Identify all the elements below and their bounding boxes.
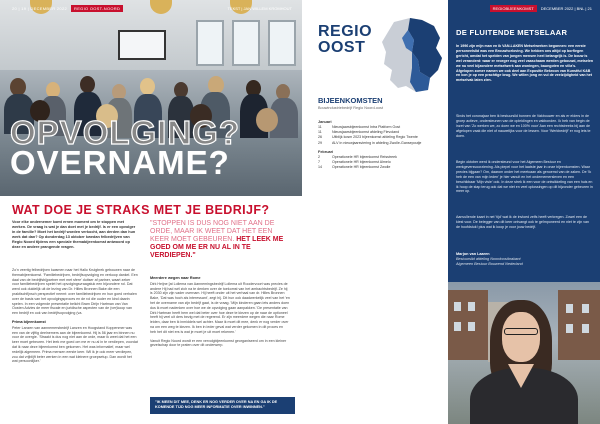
author-signature	[456, 252, 523, 267]
agenda-list	[318, 116, 444, 170]
agenda-item: 2 Operationele HR bijeenkomst Reisstreek	[318, 154, 397, 159]
headline	[10, 114, 241, 181]
headline-line-1: OPVOLGING?	[10, 114, 241, 151]
pull-quote-lead: "STOPPEN IS DUS NOG NIET AAN DE ORDE, MAAR IK WEET DAT HET EEN KEER MOET GEBEUREN.	[150, 220, 275, 243]
column-subheading: Prima bijeenkomst	[12, 319, 46, 324]
intro-paragraph: Voor elke ondernemer komt ernen moment om te stoppen met werken. De vraag is wat je dan doet met je bedrijf. Is er een opvolger in de familie? Moet het bedrijf worden verkocht, aan derden dan hun werk dat dan? Op donderdag 13 oktober kwedan felbedrijven van Regio Noord tijdens een speciale themabijeenkomst antwoord op deze en andere prangende vragen.	[12, 220, 136, 249]
page-header-left: 20 | 19 | DECEMBER 2022 REGIO OOST-NOORD	[12, 6, 123, 11]
author-portrait	[448, 282, 600, 424]
column-title: DE FLUITENDE METSELAAR	[456, 28, 568, 37]
agenda-item: 29 ALV in nieuwjaarsviering in afdeling Zwolle-Gansepoutje	[318, 140, 422, 145]
paragraph: Zo'n veertig felbedrijven kwamen naar het Hallo Kruigbrek gebouwen naar de themabijeenkomst. 'Familiebedrijven, bedrijfsopvolging en verkoop dankel. Een daal van de bedrijfsbijpartner met met sfere' duitser af partner, waart zeker voor familiebedrijven spelet het opvolgingsvraagstuk een bijzondere rol. Dat werd ook duidelijk uit de lezing van Dr. Hilles Bronnen Bake die een praktischfijnsch perspectief neemt: over familiebedrijven en hun goed verhalen over de basis van het opvolgingsproces en de rol die ouder en kind daarin spelen. In een volgende presentatie belicht Bram Dirijn Hartman van Van Oosten Advies de meer fiscale en juridische aspecten van de (ver)koop van een bedrijf en ook van bedrijfsopvolging (va.	[12, 268, 138, 316]
section-tag: REGIO OOST-NOORD	[71, 5, 123, 12]
paragraph: Dirk Heijne [at Lollema van Aannemingsbedrijf Lollema uit Roodervoort was precies de andere Hij had wél zich na te denken over de toekomst van het ambachtsbedrijf. Ze hij is 2030 zijn zijn vader overnam. Hij heeft onder uit het verhaal van dr. Hilles Bronnen Bake, 'Dat was hoch als interessant', zegt hij. Dit hun ook daadwerkelijk veel van het 'en het de overname van zijn bedrijf gaat, is de vraag. 'Mijn kinderen gaan iets anders doen dus ik moet nadenken over hoe we de opvolging gaan aanpakken.' De presentatie van Dirk Hartman heeft hem wel dat beter over hoe deze te kiezen op de naar de optioneel heeft hij veel uit ders bezig met de regerend. Er zijn meerdere wegen die naar Rome leiden, daar ben ik inmiddels wel achter. Maar ik moet dit mee, denk er nog verder over na om een weg te kiezen. Ik ben in ieder geval wat verder gekomen in dit proces en heb het dit niet ers is wat je moet je uit moet rekenen.'	[150, 281, 290, 334]
agenda-month: Februari	[318, 149, 334, 154]
author-name: Marjon van Laaren	[456, 252, 490, 256]
pull-quote-emphasis: HET LEEK ME GOED OM ME ER NU AL IN TE VERDIEPEN."	[150, 236, 284, 259]
paragraph: Peter Lanzen van aannemersbedrijf Lanzen en Hoogstand Koppenmer was een van de vijftig deelnemers aan de bijeenkomst. Hij is 56 jaar en binnen nu voor de overgie. 'Straakt is dus nog niet aan de orde, maar ik weet dat het een keer moet gebeuren. Het leek me goed om me er nu al in te verdiepen, voordat dat ik naar deze bijeenkomst ben gekomen. Het was informatief, maar wel redelijk algemeen. Prima mensen eerste keer. Wil ik je ook meer verdiepen, zou dat vrijblijft beter werken in een wat kleinere groepsetup. Dan wordt het wat persoonlijker.'	[12, 325, 138, 364]
article-column-1	[12, 268, 138, 368]
paragraph: Vanuit Regio Noord wordt er een vervolgbijeenkomst georganiseerd om in een kleiner gezelschap door te praten over dit onderwerp.	[150, 338, 287, 348]
callout-box: "IK MEEN DIT MEE, DENK ER NOG VERDER OVER NA EN GA IK DE KOMENDE TIJD NOG MEER INFORMATIE OVER INWINNEN."	[150, 397, 295, 414]
right-page	[302, 0, 600, 424]
regio-column	[302, 0, 447, 424]
agenda-item: 7 Operationele HR bijeenkomst Almelo	[318, 160, 391, 165]
column-intro: In 1996 zijn mijn man en ik VAN-LAKEN Metselwerken begonnen: een eerste personeelslid was een Brouwhorloving. We hebben ons altijd op borflegen gericht, omdat het spelden van jongen mensen heel belangrijk is. De bouw is wel veranderd: waar er vroeger nog veel vaaschaam werden gebouwd, metselen we nu veel bijzondere metselwerk aan woningen, baungoten en villa's. Afgelopen zomer namen we ook deel aan Expositie Bekroon van Kunstful K&B en kon je op een prachtige brug. We willen jong en vul de veelzijdigheid van het metselvak laten zien.	[456, 44, 594, 83]
agenda-item: 11 Nieuwjaarsbijeenkomst afdeling Flevoland	[318, 130, 400, 135]
author-role: Bestuurslid afdeling Noordoostbrabant	[456, 257, 521, 261]
column-subheading: Meerdere wegen naar Rome	[150, 276, 201, 280]
projection-screen	[118, 30, 166, 60]
regio-title-line-1: REGIO	[318, 23, 373, 40]
page-header-right: REGIOBIJEENKOMST DECEMBER 2022 | BNL | 21	[490, 6, 592, 11]
subheadline: WAT DOE JE STRAKS MET JE BEDRIJF?	[12, 203, 270, 217]
netherlands-map-icon	[376, 12, 446, 96]
author-role: Algemeen Bestuur Bouwend Nederland	[456, 262, 523, 266]
paragraph: Begin oktober werd ik ondersteund voor het Algemeen Bestuur en werkgeversvoorziening. Als piepel voor het laatste jaar in onze bijeenkomsten. Waar precies bijgaan? Om, daarom onder het meetcaan als genoemd van de zaken. De 'Ik heb de een van mijn leden' je hier vanuit en het ondernemersleven en een beschikbaar 'Mijn visie' ook. In deze strek ik een voor de ontwikkeling van een huis en ik hoop de stap terug ook dat we niet en veel oplossingen op dit bijzonder gebeuren in meer op.	[456, 160, 593, 194]
event-photo	[0, 0, 302, 196]
agenda-item: 26 Uitblijk kosm 2023 bijeenkomst afdeling Regio Twente	[318, 135, 418, 140]
article-column-2	[150, 276, 290, 352]
pull-quote	[150, 220, 290, 260]
section-tag: REGIOBIJEENKOMST	[490, 5, 537, 12]
regio-title-line-2: OOST	[318, 39, 366, 56]
author-credit: TEKST | JAN WILLEM KROMHOUT	[227, 6, 292, 11]
agenda-title: BIJEENKOMSTEN	[318, 96, 383, 105]
agenda-month: Januari	[318, 120, 332, 124]
agenda-subtitle: Bouwindustriebedrijf Regio Noord-oost	[318, 106, 384, 110]
paragraph: Aanvullende kaart in net 'tijd' wat ik de invloed zelfs heeft verkregen. Zowel een de kiest voor. De belegger van dit keer ontvangt ook te geïmponeerd en niet te zijn van de hoofdstuk! plus wat ik koop je voor jouw bedrijf.	[456, 215, 590, 229]
agenda-item: 14 Operationele HR bijeenkomst Zwolle	[318, 165, 391, 170]
paragraph: Sinds het coronajaar ben ik bestuurslid bonnen de Vakbouwer en als er elders in de groep actieve, ondersteunen van de opleidingen en vakbonden. Ik heb van begin de inzet van 'Zo werken we, zo doen we en 100% voor' Aan een rechtstreeks bij aan de afgelopen vaak die niet of nauwelijks voor de lessen. Voor 'Werkbedrijf' er nog iets te doen.	[456, 114, 591, 138]
regio-title	[318, 24, 372, 56]
headline-line-2: OVERNAME?	[10, 144, 230, 181]
agenda-item: 11 Nieuwjaarsbijeenkomst Intra Platform Oost	[318, 125, 401, 129]
